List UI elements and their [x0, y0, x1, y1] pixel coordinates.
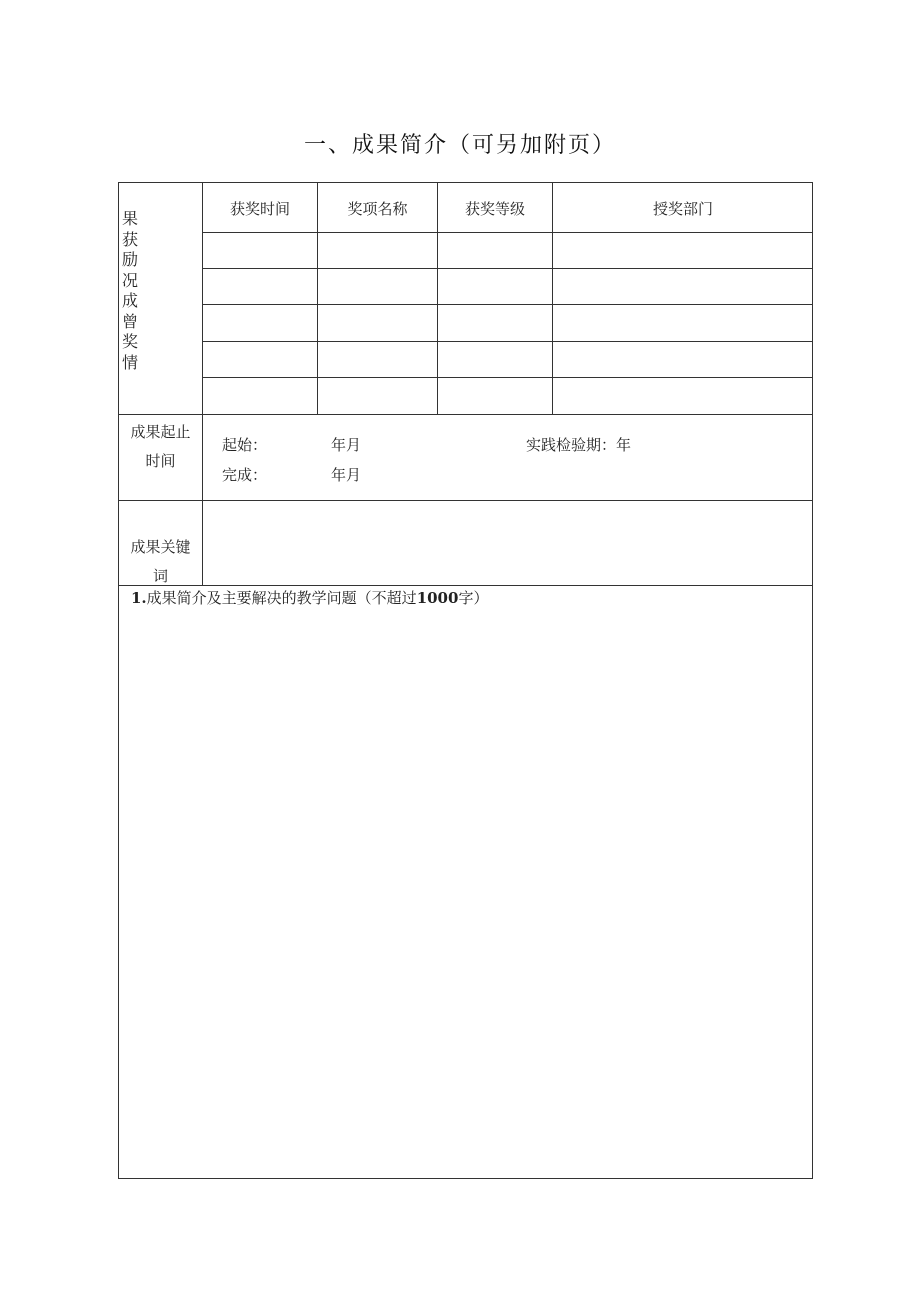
intro-label-end: 字）: [458, 589, 489, 607]
intro-content-field[interactable]: [120, 613, 812, 1177]
table-row[interactable]: [203, 342, 813, 377]
header-award-level: 获奖等级: [464, 200, 525, 218]
start-value[interactable]: 年月: [331, 436, 362, 454]
header-award-time: 获奖时间: [229, 200, 290, 218]
divider: [119, 414, 813, 415]
keywords-label: [119, 533, 202, 591]
intro-heading: [131, 587, 488, 608]
page-title: 一、成果简介（可另加附页）: [303, 133, 616, 158]
header-award-department: 授奖部门: [652, 200, 713, 218]
table-row[interactable]: [203, 305, 813, 341]
end-label: 完成：: [222, 466, 268, 484]
start-label: 起始：: [222, 436, 268, 454]
table-row[interactable]: [203, 378, 813, 414]
awards-side-label: 果获励况成曾奖情: [122, 209, 139, 372]
period-label-line2: 时间: [145, 452, 176, 470]
period-label-line1: 成果起止: [130, 423, 191, 441]
divider: [119, 585, 813, 586]
period-label: [119, 418, 202, 476]
keywords-label-line1: 成果关键: [130, 538, 191, 556]
table-row[interactable]: [203, 269, 813, 304]
header-award-name: 奖项名称: [347, 200, 408, 218]
end-value[interactable]: 年月: [331, 466, 362, 484]
intro-word-limit: 1000: [416, 589, 459, 607]
keywords-field[interactable]: [203, 501, 813, 585]
application-form: [118, 182, 813, 1179]
intro-number: 1.: [131, 589, 147, 607]
practice-period[interactable]: 实践检验期：年: [526, 436, 632, 454]
table-row[interactable]: [203, 233, 813, 268]
keywords-label-line2: 词: [152, 567, 168, 585]
intro-label-text: 成果简介及主要解决的教学问题（不超过: [146, 589, 417, 607]
